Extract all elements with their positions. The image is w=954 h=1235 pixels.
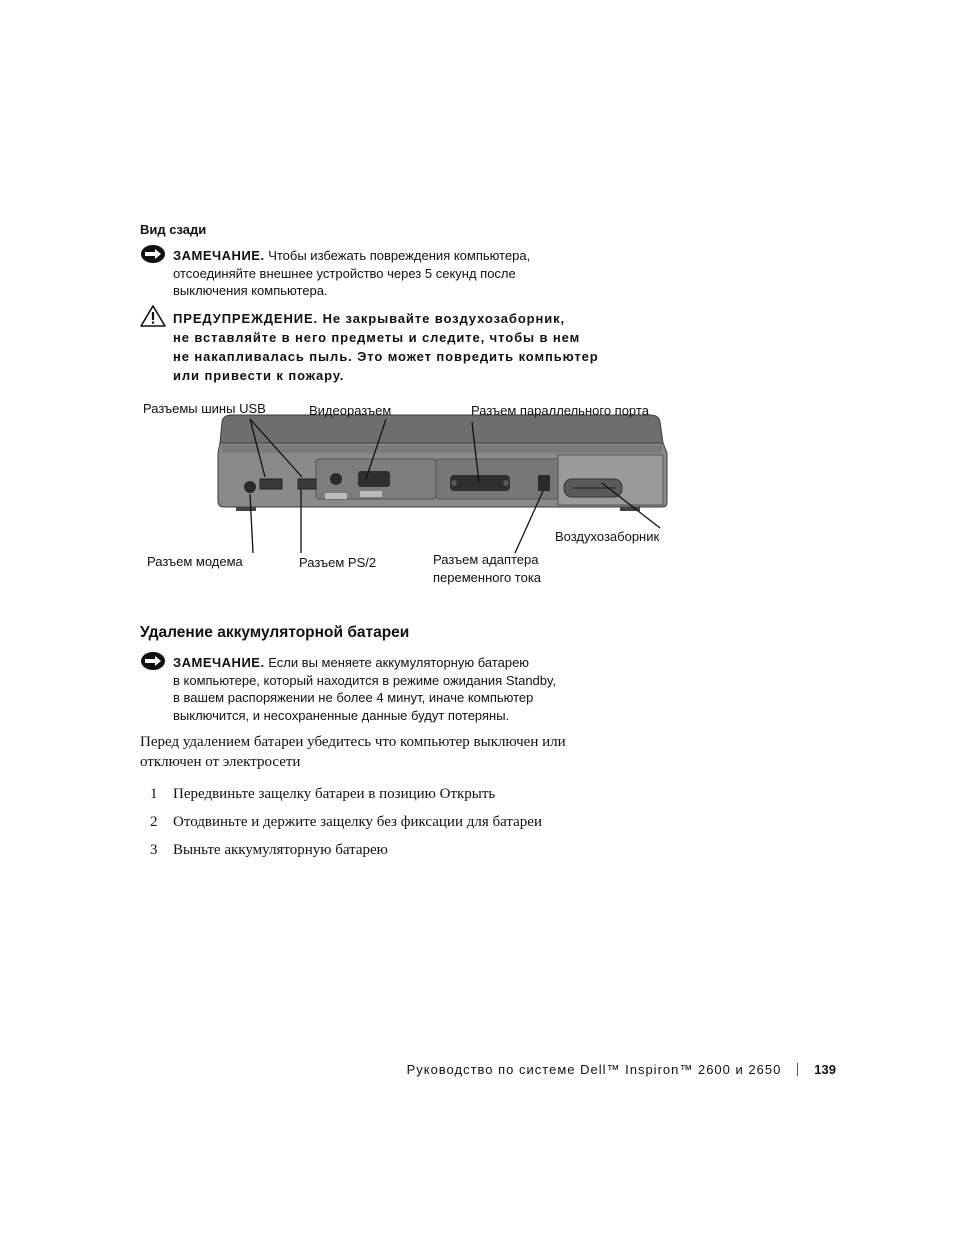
step-text: Отодвиньте и держите защелку без фиксации для батареи bbox=[173, 814, 542, 830]
notice-label: ЗАМЕЧАНИЕ. bbox=[173, 655, 265, 670]
notice-line: выключится, и несохраненные данные будут потеряны. bbox=[173, 707, 510, 723]
notice-line: выключения компьютера. bbox=[173, 283, 328, 298]
step-text: Выньте аккумуляторную батарею bbox=[173, 842, 388, 858]
video-callout: Видеоразъем bbox=[309, 403, 392, 418]
page-number: 139 bbox=[814, 1062, 836, 1077]
step-number: 3 bbox=[150, 842, 158, 858]
warning-line: или привести к пожару. bbox=[173, 368, 345, 383]
notice-line: в компьютере, который находится в режиме ожидания Standby, bbox=[173, 672, 557, 688]
parallel-callout: Разъем параллельного порта bbox=[471, 403, 649, 418]
footer-divider bbox=[797, 1063, 798, 1076]
battery-intro-line: отключен от электросети bbox=[140, 754, 301, 770]
notice-label: ЗАМЕЧАНИЕ. bbox=[173, 248, 265, 263]
rear-view-notice bbox=[173, 247, 613, 300]
notice-line: Чтобы избежать повреждения компьютера, bbox=[268, 248, 531, 263]
ac-adapter-callout-line: Разъем адаптера bbox=[433, 552, 539, 567]
rear-view-warning bbox=[173, 309, 643, 385]
battery-section-heading: Удаление аккумуляторной батареи bbox=[140, 624, 410, 641]
ac-adapter-callout bbox=[433, 551, 541, 587]
step-number: 1 bbox=[150, 786, 158, 802]
warning-line: не накапливалась пыль. Это может повредить компьютер bbox=[173, 349, 599, 364]
air-intake-callout: Воздухозаборник bbox=[555, 529, 660, 544]
rear-view-heading: Вид сзади bbox=[140, 222, 207, 237]
step-text: Передвиньте защелку батареи в позицию Открыть bbox=[173, 786, 496, 802]
list-item bbox=[150, 814, 542, 831]
notice-line: отсоединяйте внешнее устройство через 5 секунд после bbox=[173, 265, 516, 281]
list-item bbox=[150, 842, 388, 859]
ac-adapter-callout-line: переменного тока bbox=[433, 570, 542, 585]
warning-line: ПРЕДУПРЕЖДЕНИЕ. Не закрывайте воздухозаборник, bbox=[173, 311, 566, 326]
notice-icon bbox=[140, 651, 166, 671]
notice-icon bbox=[140, 244, 166, 264]
notice-line: в вашем распоряжении не более 4 минут, иначе компьютер bbox=[173, 690, 534, 705]
list-item bbox=[150, 786, 495, 803]
usb-callout: Разъемы шины USB bbox=[143, 401, 266, 416]
page-footer bbox=[407, 1062, 836, 1077]
battery-intro-line: Перед удалением батареи убедитесь что компьютер выключен или bbox=[140, 734, 566, 750]
modem-callout: Разъем модема bbox=[147, 554, 243, 569]
notice-line: Если вы меняете аккумуляторную батарею bbox=[268, 655, 530, 670]
step-number: 2 bbox=[150, 814, 158, 830]
footer-title: Руководство по системе Dell™ Inspiron™ 2600 и 2650 bbox=[406, 1062, 782, 1077]
warning-triangle-icon bbox=[139, 304, 167, 328]
battery-intro bbox=[140, 732, 610, 772]
ps2-callout: Разъем PS/2 bbox=[299, 555, 377, 570]
warning-line: не вставляйте в него предметы и следите, чтобы в нем bbox=[173, 330, 581, 345]
battery-notice bbox=[173, 654, 613, 724]
